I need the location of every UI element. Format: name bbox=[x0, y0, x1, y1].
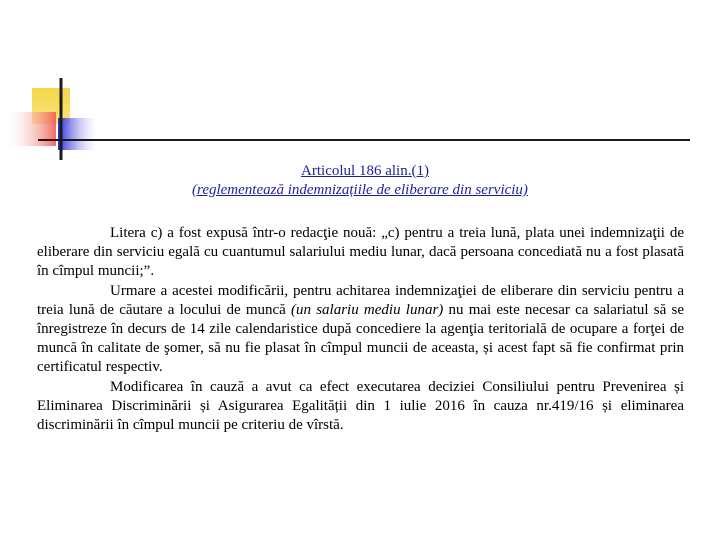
blue-square bbox=[58, 118, 96, 150]
article-subtitle: (reglementează indemnizațiile de eliberare din serviciu) bbox=[192, 182, 528, 198]
paragraph-3: Modificarea în cauză a avut ca efect executarea deciziei Consiliului pentru Prevenirea și Eliminarea Discriminării și Asigurarea Egalității din 1 iulie 2016 în cauza nr.419/16 și eliminarea discriminării în cîmpul muncii pe criteriu de vîrstă. bbox=[37, 378, 684, 434]
paragraph-1: Litera c) a fost expusă într-o redacţie nouă: „c) pentru a treia lună, plata unei indemnizaţii de eliberare din serviciu egală cu cuantumul salariului mediu lunar, dacă persoana concediată nu a fost plasată în cîmpul muncii;”. bbox=[37, 225, 684, 280]
body-text bbox=[37, 224, 684, 435]
slide-decoration bbox=[0, 0, 720, 170]
paragraph-2 bbox=[37, 282, 684, 378]
paragraph-2-italic: (un salariu mediu lunar) bbox=[291, 301, 444, 318]
article-title: Articolul 186 alin.(1) bbox=[301, 163, 429, 179]
paragraph-2-part-1: Urmare a acestei modificării, pentru achitarea indemnizaţiei de eliberare din serviciu pentru a treia lună de căutare a locului de muncă bbox=[37, 282, 684, 318]
paragraph-2-part-2: nu mai este necesar ca salariatul să se înregistreze în decurs de 14 zile calendaristice după concediere la agenţia teritorială de ocupare a forţei de muncă în calitate de şomer, să nu fie plasat în cîmpul muncii de aceasta, și acest fapt să fie confirmat prin certificatul respectiv. bbox=[37, 301, 684, 376]
